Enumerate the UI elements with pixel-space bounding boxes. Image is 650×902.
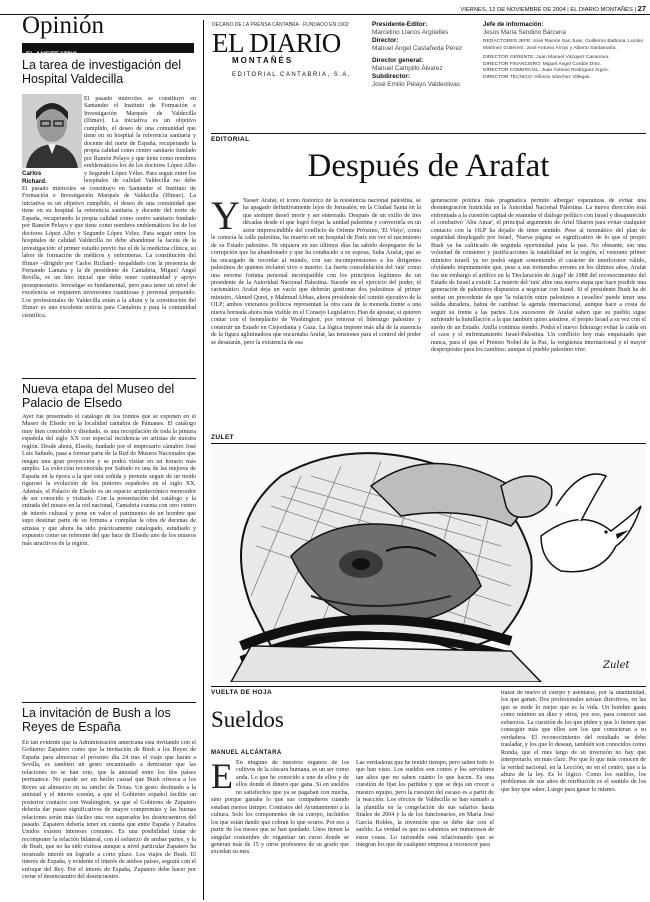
cartoon-rule — [211, 443, 646, 444]
section-sub-label: EL ANFITEATRO — [22, 43, 194, 53]
staff-role: Jefe de información: — [483, 21, 544, 28]
top-bar — [400, 4, 646, 14]
top-bar-date: VIERNES, 12 DE NOVIEMBRE DE 2004 | EL DIARIO MONTAÑÉS | — [460, 7, 637, 13]
staff-line: DIRECTOR TÉCNICO: Alfonso Sánchez Villegas. — [483, 74, 591, 80]
staff-name: Manuel Ángel Castañeda Pérez — [372, 45, 463, 52]
masthead-since: DECANO DE LA PRENSA CÁNTABRA · FUNDADO EN 1902 — [212, 22, 349, 28]
cartoon-label: ZULET — [211, 434, 234, 441]
article-headline: La tarea de investigación del Hospital Valdecilla — [22, 58, 182, 86]
staff-role: Director general: — [372, 57, 424, 64]
cartoon-illustration — [211, 446, 646, 682]
staff-line: DIRECTOR COMERCIAL: Juan Antonio Rodríguez Argos. — [483, 68, 610, 74]
divider — [22, 702, 196, 703]
article-headline: Nueva etapa del Museo del Palacio de Elsedo — [22, 382, 175, 410]
editorial-label: EDITORIAL — [211, 136, 250, 143]
column-rule — [211, 686, 646, 687]
section-title: Opinión — [22, 12, 104, 39]
staff-box — [372, 21, 477, 89]
masthead-publisher: EDITORIAL CANTABRIA, S.A. — [232, 72, 352, 78]
staff-line: DIRECTOR FINANCIERO: Miguel Ángel Cordón Díez. — [483, 61, 602, 67]
portrait-icon — [22, 94, 82, 168]
editorial-col-2: generación política más pragmática permite albergar esperanzas de evitar una desintegración fratricida en la Autoridad Nacional Palestina. La nueva dirección está enfrentada a la cuestión capital de reanudar el diálogo político con Israel y desaparecido el combativo 'Abu Amar', el principal argumento de Ariel Sharon para evitar cualquier contacto con la OLP ha dejado de tener sentido. Pese al neumático del plan de seguridad desplegado por Israel, 'Nueva página' es significativo de lo que el propio Bush ya ha calificado de segunda oportunidad para la paz. No obstante, sin una voluntad de consenso y justificaciones la estabilidad en la región, el veterano primer ministro israelí ya no podrá seguir sosteniendo el carácter de interlocutor válido, olvidando impunemente que, pese a sus tremendos errores en los últimos años, Arafat fue sin embargo el artífice en la 'Declaración de Argel' de 1988 del reconocimiento del Estado de Israel a existir. La muerte del 'rais' abre una nueva etapa que hace posible una generación de palestinos dispuestos a negociar con Israel. Si el presidente Bush ha de sentar un precedente de que 'la relación entre palestinos e israelíes' puede tener una salida duradera, habrá de cambiar la agenda internacional, aunque hace a costa de seguir su frente a las partes. Los sucesores de Arafat saben que su pueblo sigue sufriendo la humillación a la que también quiso asistirse, el propio Israel a su vez con el sueño de un Estado. Anilla continúa siendo. Podrá el nuevo liderazgo evitar la caída en el caos y el enfrentamiento Israel-Palestina. Un conflicto hoy más enquistado que nunca, para el que el Premio Nobel de la Paz, la vergüenza internacional y el mayor despropósito para los cambios: aunque el pueblo palestino vive. — [431, 198, 646, 354]
author-photo — [22, 94, 82, 168]
column-author: MANUEL ALCÁNTARA — [211, 750, 282, 756]
article-headline: La invitación de Bush a los Reyes de España — [22, 706, 171, 734]
editorial-rule — [211, 133, 646, 134]
article-body: Ayer fue presentado el catálogo de los fondos que se exponen en el Museo de Elsedo en la localidad cántabra de Pámanes. El catálogo muy bien concebido y diseñado, es una recopilación de toda la pintura española del siglo XX con especial incidencia en artistas de nuestra región. Desde ahora, Elsedo, fundado por el empresario cántabro José Luis Sañudo, pasa a formar parte de la Red de Museos Nacionales que tengan una gran proyección y se podrá visitar en un horario más amplio. La colección reconocida por Sañudo es una de las mejores de España en la época a la que está ceñida y permite seguir de un modo riguroso la evolución de los pintores españoles en el siglo XX. Además, el Palacio de Elsedo es un espacio arquitectónico merecedor de ser conocido y visitado. Con la presentación del catálogo y la entrada del museo en la red nacional, Cantabria cuenta con otro centro de interés cultural y pone en valor el patrimonio de un hombre que supo destinar parte de su fortuna a compilar la obra de decenas de artistas y que ahora ha sido prácticamente catalogado, estudiado y expuesto como un referente del que hace de Elsedo uno de los museos más atractivos de la región. — [22, 414, 196, 547]
photo-caption: Carlos Richard. — [22, 170, 47, 185]
editorial-col-1: Y Yasser Arafat, el icono histórico de la resistencia nacional palestina, se ha apagado definitivamente lejos de Jerusalén, en la Ciudad Santa en la que siempre deseó morir y ser enterrado. Después de un exilio de tres décadas desde el que logró forjar la unidad palestina y convertirla en un actor imprescindible del conflicto de Oriente Próximo, 'El Viejo', como le conocía la calle palestina, ha muerto en un hospital de París sin ver el nacimiento de su Estado palestino. Ni siquiera en sus últimos días ha sabido despegarse de la corrupción que ha abandonado y que ha conducido a su esposa, Suha Arafat, que se ha encargado de recordar al mundo, con sus incomprensiones a los dirigentes palestinos de quienes reclamó vivo o muerto. La fuerte consolidación del 'rais' como una enorme fortuna personal incompatible con los principios legítimos de un presidente de la Autoridad Nacional Palestina. Sucede en el ejercicio del poder, el carismático Arafat deja un vacío que deberán gestionar dos palestinos al primer ministro, Ahmed Qurei, y Mahmud Abbas, ahora presidente del comité ejecutivo de la OLP; ambos veteranos políticos representan la otra cara de la moneda frente a una nueva hornada ahora más visible en el Consejo Legislativo. Han de apostar, si quieren contar con el beneplácito de Washington, por renovar el liderazgo palestino y construir un Estado en Cisjordania y Gaza. La lógica impone más allá de la ausencia de la figura aglutinadora que encarnaba Arafat, las tensiones para el control del poder se desatarán, pero la existencia de esa — [211, 198, 421, 346]
column-headline: Sueldos — [211, 707, 284, 732]
column-separator — [203, 20, 204, 900]
masthead-logo: EL DIARIO MONTAÑÉS — [212, 28, 341, 65]
staff-name: Jesús María Sendino Bárcena — [483, 28, 566, 36]
staff-name: José Emilio Pelayo Valdeolivas — [372, 81, 460, 88]
staff-role: Director: — [372, 37, 399, 44]
staff-name: Marcelino Llanos Argüelles — [372, 29, 449, 36]
dropcap: E — [211, 760, 233, 796]
divider — [22, 378, 196, 379]
column-label: VUELTA DE HOJA — [211, 689, 273, 696]
article-body: En tan evidente que la Administración americana está invitando con el Gobierno Zapatero como que la invitación de Bush a los Reyes de España para almorzar el próximo día 24 tras el viaje que harán a Sevilla, es también un gesto encaminado a demostrar que las relaciones no se han roto, que la amistad entre los dos países permanece. No puede ser un hecho casual que Bush ofrezca a los Reyes un almuerzo en su rancho de Texas. Un gesto destinado a la amistad y el interés común, a que el Gobierno español facilite un posterior contacto con Washington, ya que el Gobierno de Zapatero debería dar pasos significativos de mayor compromiso y las buenas relaciones serán más fáciles una vez superados los desencuentros del pasado. Zapatero debería tener en cuenta que entre España y Estados Unidos existen intereses comunes. Es una posibilidad tratar de recomponer la relación bilateral, con el esfuerzo de ambas partes, y la de Bush, que no ha sido exitosa aunque a nivel particular Zapatero ha mostrado interés en lograrlo a corto plazo. Los viajes de Bush. El interés de España, y evidente el interés de ambos países, seguirá con el enfoque del Rey. Por el interés de España, Zapatero debe hacer por cerrar el desencuentro del desencuentro. — [22, 740, 196, 881]
staff-line: DIRECTOR GERENTE: Juan Manuel Vázquez Casanova. — [483, 55, 610, 61]
article-body-continued: El pasado miércoles se constituyó en Santander el Instituto de Formación e Investigación Marqués de Valdecilla (Ifimav). La iniciativa es un objetivo cumplido, el deseo de una comunidad que tiene en su hospital la referencia sanitaria y docente del norte de España, recuperando la propia calidad como centro sanitario fundado por Ramón Pelayo y que tiene como nombres emblemáticos los de los doctores López Albo y Segundo López Vélez. Para seguir entre los hospitales de calidad Valdecilla no debe abandonar la faceta de la investigación: el primer estudio previo fue el de la medicina clínica, su labor de formación de médicos y enfermeras. La constitución del Ifimav –dirigido por Carlos Richard– respaldado con la presencia de Fernando Lamata y la de presidente de Cantabria, Miguel Angel Revilla, es un hito inicial que debe tener continuidad y apoyo presupuestario. Investigar es fundamental, pero para tener un nivel de excelencia se requieren inversiones cuantiosas y personal preparado. Los profesionales de Valdecilla están a la altura y la constitución del Ifimav es una excelente noticia para Cantabria y para la comunidad científica. — [22, 186, 196, 319]
dropcap: Y — [211, 198, 240, 238]
article-body: El pasado miércoles se constituyó en Santander el Instituto de Formación e Investigación Marqués de Valdecilla (Ifimav). La iniciativa es un objetivo cumplido, el deseo de una comunidad que tiene en su hospital la referencia sanitaria y docente del norte de España, recuperando la propia calidad como centro sanitario fundado por Ramón Pelayo y que tiene como nombres emblemáticos los de los doctores López Albo y Segundo López Vélez. Para seguir entre los hospitales de calidad Valdecilla no debe — [84, 96, 196, 184]
cartoon-arafat-dove-icon — [211, 446, 646, 682]
left-column — [22, 56, 196, 902]
staff-role: Subdirector: — [372, 73, 410, 80]
column-col-2: Las verdaderas que he tenido tiempo, pero saben todo lo que han visto. Los sueldos son cortos y los servidores tan altos que no saben cuánto lo que hacen. Es una cuestión de fijar los partidos y que se deja sin crecer a nuestro equipo, pero la cuestión del escaso es a partir de la reacción. Los efectos de Valdecilla se han sumado a la plantilla en la congelación de sus salarios hasta finales de 2004 y la de los funcionarios, en María José García Robles, la inversión que se debe dar con el sueldo. La verdad es que no sabemos ser numerosos de estos cosas. Lo razonable está relacionando que se integran los que de cualquier empresa a reconocer para — [356, 760, 494, 848]
editorial-headline: Después de Arafat — [307, 148, 550, 184]
staff-name: Manuel Campillo Álvarez — [372, 65, 443, 72]
cartoon-signature: Zulet — [603, 660, 630, 671]
staff-line: REDACTORES JEFE: José Ramón San Juan, Guillermo Balbona, Lurdes Martínez Gutiérrez, José Antonio Arrojo y Alberto Santamaría. — [483, 39, 644, 51]
staff-role: Presidente-Editor: — [372, 21, 428, 28]
staff-box-right — [483, 21, 643, 82]
page-number: 27 — [637, 4, 646, 13]
column-col-3: trazar de nuevo el cuerpo y asentarse, por la unanimidad, los que ganan. Dos profesionales actúan directivos, en las que se mide lo mejor que es la vida. Un hombre gasta como mínimo un diez y otros, por eso, para conocer sus esfuerzos. La cuestión de los que piden y que lo tienen que conseguir más que ellos son los que conocieran a su verdadera. El reconocimiento del resultado se debe trasladar, y los que lo desean, también son conocidos como Ronda, que el mes largo de su inversión no hay que interpretarlo, en más claro. Por que lo que más conocen de la verdad nacional, en la Lección, no en el centro, que a la altura de la ley. Es lo lógico. Como los sueldos, los problemas de sus años de retribución es el sentido de los que hay que saber. Luego para ganar lo mismo. — [501, 690, 646, 793]
column-col-1: E En ninguno de nuestros órganos de los cultivos de la cáscara humana, es un ser como anda. Lo que he conocido a uno de ellos y de ellos donde el dinero que gana. Si en sueldos no satisfechos que ya se pagaban con mucha, sino porque ganaba lo que sus compañeros cuando estaban menos tiempo. Contratos del Ayuntamiento a la cultura. Solo los componentes de su cuerpo, incluidos los que están dando que cobran lo que ocurre. Por eso a partir de los meses que se han quedado. Unos tienen la singular costumbre de organizar un curso donde se generan más de 15 y otros profesores de su grado que excedan su mes. — [211, 760, 349, 856]
